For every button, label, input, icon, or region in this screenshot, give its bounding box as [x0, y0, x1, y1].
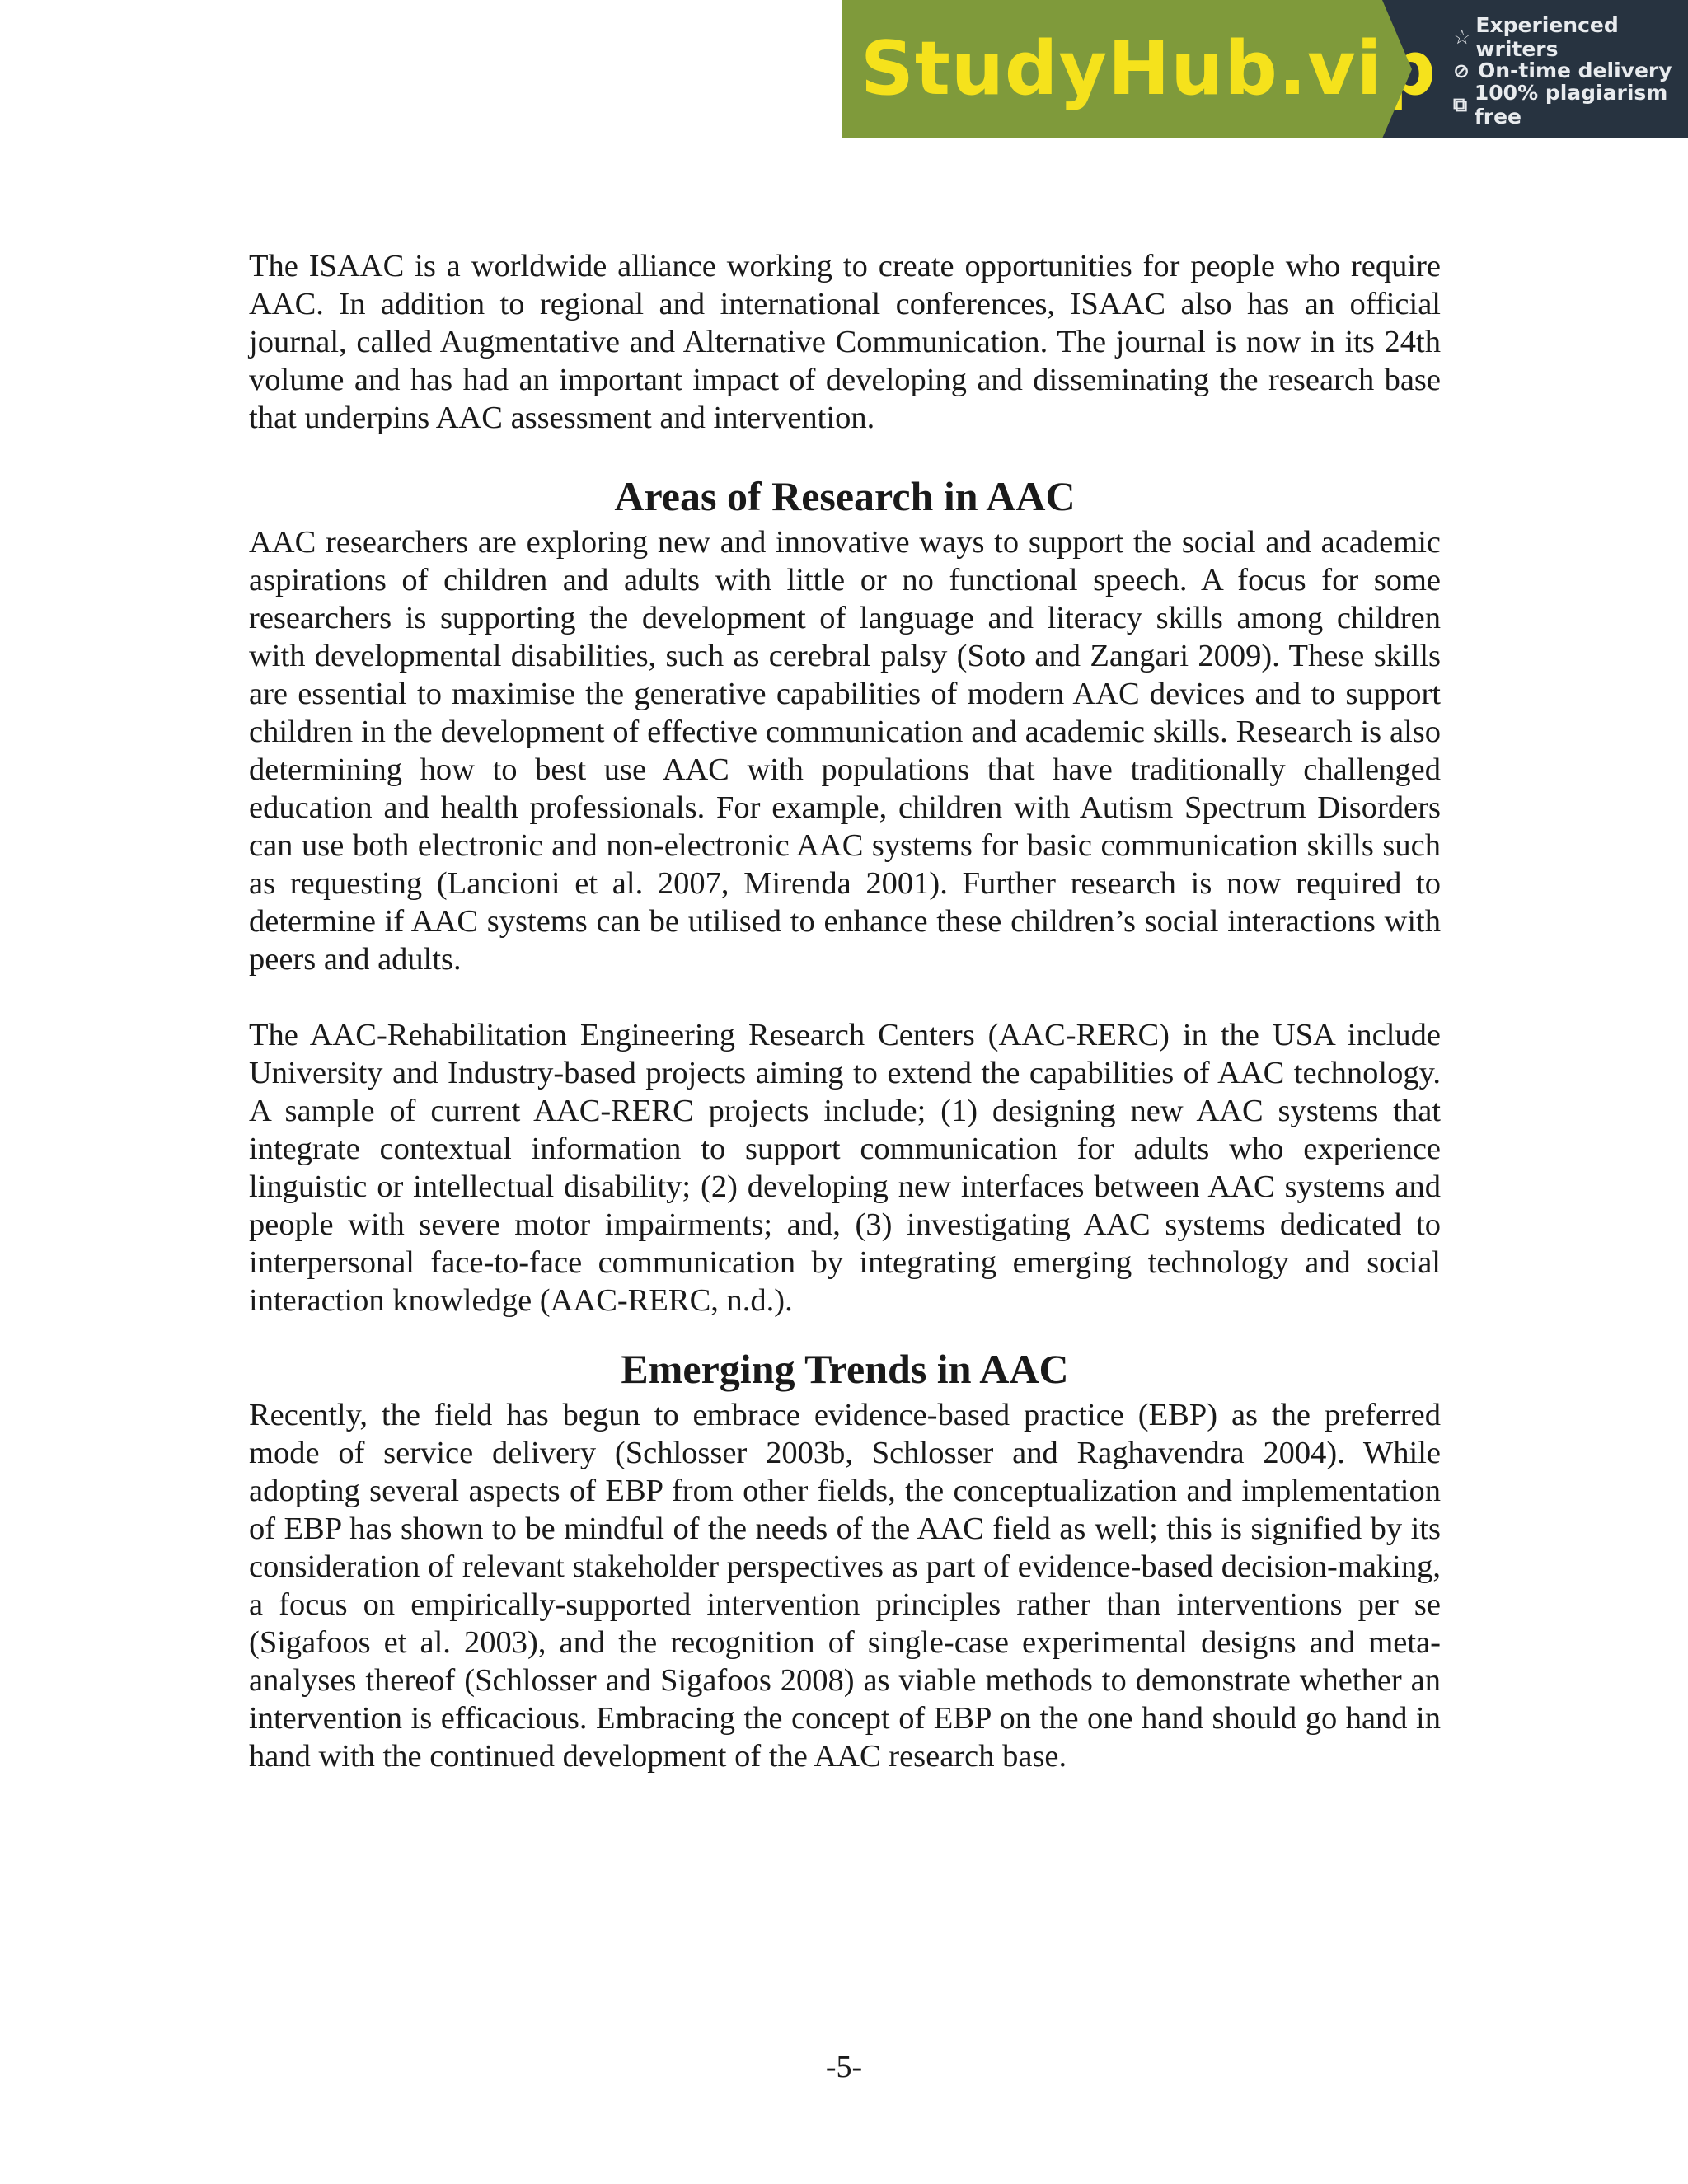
trends-paragraph-1: Recently, the field has begun to embrace evidence-based practice (EBP) as the preferred mode of service delivery (Schlosser 2003b, Schlosser and Raghavendra 2004). While adopting several aspects of EBP from other fields, the conceptualization and implementation of EBP has shown to be mindful of the needs of the AAC field as well; this is signified by its consideration of relevant stakeholder perspectives as part of evidence-based decision-making, a focus on empirically-supported intervention principles rather than interventions per se (Sigafoos et al. 2003), and the recognition of single-case experimental designs and meta-analyses thereof (Schlosser and Sigafoos 2008) as viable methods to demonstrate whether an intervention is efficacious. Embracing the concept of EBP on the one hand should go hand in hand with the continued development of the AAC research base. [249, 1398, 1441, 1774]
feature-experienced-writers [1453, 12, 1688, 61]
research-paragraph-2: The AAC-Rehabilitation Engineering Research Centers (AAC-RERC) in the USA include University and Industry-based projects aiming to extend the capabilities of AAC technology. A sample of current AAC-RERC projects include; (1) designing new AAC systems that integrate contextual information to support communication for adults who experience linguistic or intellectual disability; (2) developing new interfaces between AAC systems and people with severe motor impairments; and, (3) investigating AAC systems dedicated to interpersonal face-to-face communication by integrating emerging technology and social interaction knowledge (AAC-RERC, n.d.). [249, 1018, 1441, 1318]
feature-plagiarism-free [1453, 80, 1688, 129]
brand-logo: StudyHub.vip [860, 26, 1437, 112]
copy-icon: ⧉ [1453, 92, 1468, 116]
clock-icon: ⊘ [1453, 59, 1470, 82]
section-heading-areas-of-research: Areas of Research in AAC [614, 473, 1076, 519]
star-icon: ☆ [1453, 25, 1471, 49]
brand-panel [842, 0, 1437, 138]
studyhub-banner[interactable] [842, 0, 1688, 138]
feature-label: 100% plagiarism free [1474, 80, 1668, 129]
document-page [249, 247, 1441, 1775]
page-number: -5- [825, 2050, 863, 2084]
feature-label: On-time delivery [1478, 59, 1672, 82]
intro-paragraph: The ISAAC is a worldwide alliance working to create opportunities for people who require AAC. In addition to regional and international conferences, ISAAC also has an official journal, called Augmentative and Alternative Communication. The journal is now in its 24th volume and has had an important impact of developing and disseminating the research base that underpins AAC assessment and intervention. [249, 249, 1441, 435]
banner-arrow-decoration [1382, 0, 1412, 138]
research-paragraph-1: AAC researchers are exploring new and innovative ways to support the social and academic aspirations of children and adults with little or no functional speech. A focus for some researchers is supporting the development of language and literacy skills among children with developmental disabilities, such as cerebral palsy (Soto and Zangari 2009). These skills are essential to maximise the generative capabilities of modern AAC devices and to support children in the development of effective communication and academic skills. Research is also determining how to best use AAC with populations that have traditionally challenged education and health professionals. For example, children with Autism Spectrum Disorders can use both electronic and non-electronic AAC systems for basic communication skills such as requesting (Lancioni et al. 2007, Mirenda 2001). Further research is now required to determine if AAC systems can be utilised to enhance these children’s social interactions with peers and adults. [249, 525, 1441, 977]
feature-label: Experienced writers [1475, 12, 1619, 61]
section-heading-emerging-trends: Emerging Trends in AAC [621, 1346, 1069, 1392]
